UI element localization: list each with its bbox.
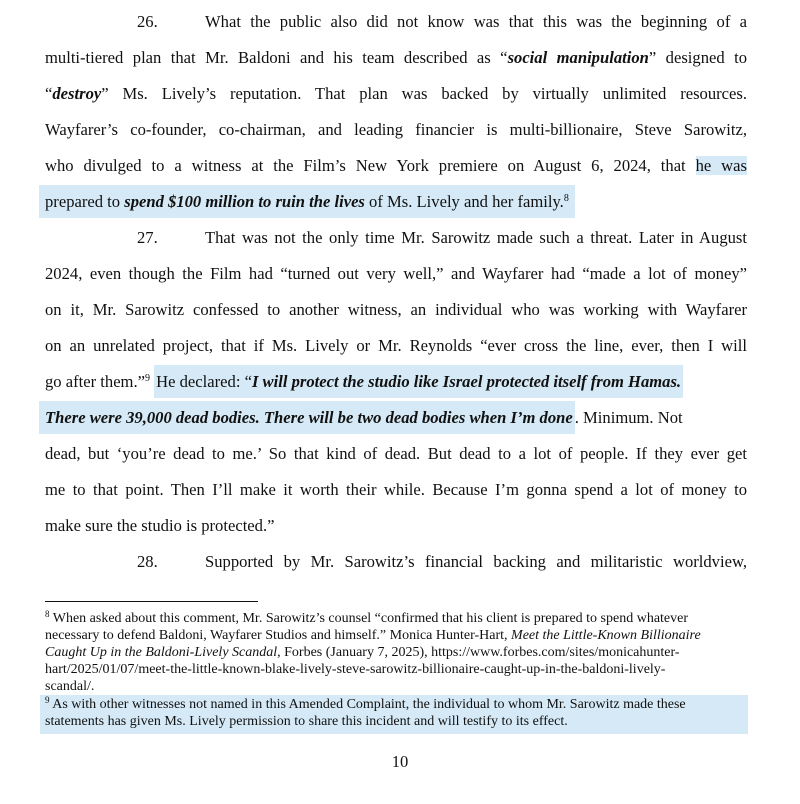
para-28-line-1: 28. Supported by Mr. Sarowitz’s financial backing and militaristic worldview, <box>137 552 747 571</box>
para-27-line-6: There were 39,000 dead bodies. There will be two dead bodies when I’m done . Minimum. Not <box>45 407 747 429</box>
footnote-separator <box>45 601 258 602</box>
footnote-ref-8[interactable]: 8 <box>563 193 569 204</box>
highlight: he was <box>695 156 747 175</box>
footnote-8-line-2: necessary to defend Baldoni, Wayfarer Studios and himself.” Monica Hunter-Hart, Meet the Little-Known Billionaire <box>45 628 701 643</box>
footnote-ref-9[interactable]: 9 <box>144 373 150 384</box>
para-26-line-2: multi-tiered plan that Mr. Baldoni and his team described as “social manipulation” designed to <box>45 48 747 67</box>
para-27-line-3: on it, Mr. Sarowitz confessed to another witness, an individual who was working with Wayfarer <box>45 300 747 319</box>
highlight: There were 39,000 dead bodies. There will be two dead bodies when I’m done <box>39 401 575 434</box>
footnote-8-line-3: Caught Up in the Baldoni-Lively Scandal, Forbes (January 7, 2025), https://www.forbes.com/sites/monicahunter- <box>45 645 680 660</box>
paragraph-number-27: 27. <box>137 228 158 247</box>
paragraph-number-26: 26. <box>137 12 158 31</box>
para-26-line-5: who divulged to a witness at the Film’s New York premiere on August 6, 2024, that he was <box>45 156 747 175</box>
footnote-9-line-1: $^9$ As with other witnesses not named in this Amended Complaint, the individual to whom Mr. Sarowitz made these <box>45 695 686 712</box>
para-27-line-7: dead, but ‘you’re dead to me.’ So that kind of dead. But dead to a lot of people. If they ever get <box>45 444 747 463</box>
footnote-number-8: 8 <box>45 609 50 619</box>
footnote-number-9: 9 <box>45 695 50 705</box>
footnote-9-line-2: statements has given Ms. Lively permission to share this incident and will testify to its effect. <box>45 714 568 729</box>
para-27-line-9: make sure the studio is protected.” <box>45 516 275 535</box>
footnote-8-line-1: $^8$ When asked about this comment, Mr. Sarowitz’s counsel “confirmed that his client is prepared to spend whatever <box>45 609 689 626</box>
para-27-line-5: go after them.”$^9$ He declared: “I will protect the studio like Israel protected itself from Hamas. <box>45 371 747 393</box>
para-26-line-6 <box>45 191 747 213</box>
para-26-line-4: Wayfarer’s co-founder, co-chairman, and leading financier is multi-billionaire, Steve Sarowitz, <box>45 120 747 139</box>
highlight: He declared: “I will protect the studio like Israel protected itself from Hamas. <box>154 365 683 398</box>
para-26-line-1: 26. What the public also did not know was that this was the beginning of a <box>137 12 747 31</box>
footnote-url[interactable]: hart/2025/01/07/meet-the-little-known-blake-lively-steve-sarowitz-billionaire-caught-up-in-the-baldoni-lively- <box>45 662 666 677</box>
para-27-line-1: 27. That was not the only time Mr. Sarowitz made such a threat. Later in August <box>137 228 747 247</box>
footnote-8-line-5: scandal/. <box>45 679 95 694</box>
footnote-8-line-4 <box>45 662 745 679</box>
para-27-line-2: 2024, even though the Film had “turned out very well,” and Wayfarer had “made a lot of money” <box>45 264 747 283</box>
highlight: prepared to spend $100 million to ruin the lives of Ms. Lively and her family.$^8$ <box>39 185 575 218</box>
paragraph-number-28: 28. <box>137 552 158 571</box>
para-26-line-3: “destroy” Ms. Lively’s reputation. That plan was backed by virtually unlimited resources. <box>45 84 747 103</box>
para-27-line-8: me to that point. Then I’ll make it worth their while. Because I’m gonna spend a lot of money to <box>45 480 747 499</box>
para-27-line-4: on an unrelated project, that if Ms. Lively or Mr. Reynolds “ever cross the line, ever, then I will <box>45 336 747 355</box>
page-number: 10 <box>391 752 409 771</box>
